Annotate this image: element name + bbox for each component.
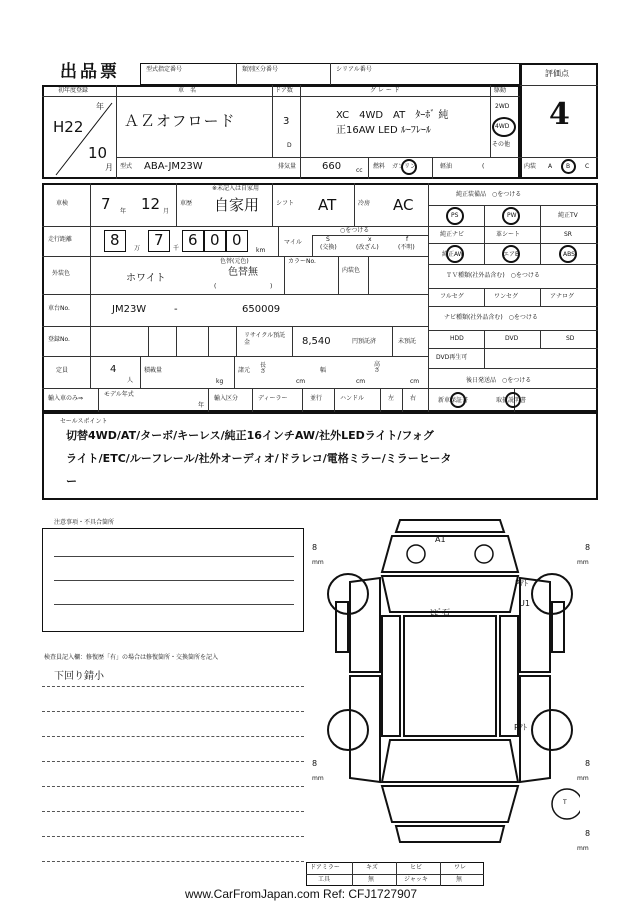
tread-rr: 8: [585, 759, 591, 768]
color-value: ホワイト: [126, 273, 166, 284]
ruibetsu-label: 類別区分番号: [242, 66, 279, 73]
tread-spare: 8: [585, 829, 591, 838]
sales-points-label: セールスポイント: [60, 418, 108, 425]
fuel-value: ガソリン: [392, 163, 417, 170]
mileage-digit-5: 0: [232, 231, 242, 249]
mark-hibi: ﾋﾋﾞ石: [430, 608, 450, 617]
tread-rl: 8: [312, 759, 318, 768]
inspector-label: 検査員記入欄：修復歴「有」の場合は修復箇所・交換箇所を記入: [44, 654, 219, 661]
spare-label: T: [563, 799, 567, 806]
score-label: 評価点: [545, 69, 569, 78]
sales-line-3: ー: [66, 475, 77, 488]
shaken-month: 12: [141, 195, 161, 213]
model-code: ABA-JM23W: [144, 161, 203, 172]
chassis-prefix: JM23W: [112, 304, 147, 315]
interior-grade-b: B: [566, 163, 571, 170]
watermark: www.CarFromJapan.com Ref: CFJ1727907: [185, 887, 418, 901]
car-diagram: [320, 512, 580, 872]
score-value: 4: [549, 97, 570, 132]
shaken-year: 7: [101, 195, 111, 213]
chassis-number: 650009: [242, 304, 281, 315]
mark-a1: A1: [435, 535, 446, 544]
fuel-circle: [401, 159, 417, 175]
grade-line2: 正16AW LED ﾙｰﾌﾚｰﾙ: [336, 125, 431, 136]
mark-u1: U1: [519, 599, 530, 608]
aw-circle: [446, 245, 464, 263]
interior-circle: [561, 159, 576, 174]
warranty-circle: [450, 392, 466, 408]
tread-fl: 8: [312, 543, 318, 552]
sales-line-1: 切替4WD/AT/ターボ/キーレス/純正16インチAW/社外LEDライト/フォグ: [66, 429, 434, 442]
mileage-digit-3: 6: [188, 231, 198, 249]
first-reg-slash: [42, 97, 116, 177]
mileage-digit-1: 8: [110, 231, 120, 249]
recycle-amount: 8,540: [302, 336, 331, 347]
airbag-circle: [502, 245, 520, 263]
abs-circle: [559, 245, 577, 263]
grade-line1: XC 4WD AT ﾀｰﾎﾞ 純: [336, 110, 449, 121]
pw-circle: [502, 207, 520, 225]
shift-value: AT: [318, 196, 337, 214]
mileage-digit-2: 7: [154, 231, 164, 249]
issues-label: 注意事項・不具合箇所: [54, 519, 115, 526]
mark-pato-front: Pｱﾄ: [515, 579, 528, 588]
tread-fr: 8: [585, 543, 591, 552]
doors-label: ドア数: [275, 87, 293, 94]
aircon-value: AC: [393, 196, 414, 214]
manual-circle: [505, 392, 521, 408]
first-reg-month: 10: [88, 144, 108, 162]
katashiki-label: 型式指定番号: [146, 66, 183, 73]
interior-grade-a: A: [548, 163, 553, 170]
mileage-digit-4: 0: [210, 231, 220, 249]
car-name: ＡＺオフロード: [124, 112, 236, 130]
grade-label: グ レ ー ド: [370, 87, 400, 94]
sheet-title: 出品票: [60, 62, 120, 82]
usage-value: 自家用: [214, 196, 260, 214]
first-reg-label: 初年度登録: [58, 87, 89, 94]
color-change-value: 色替無: [228, 267, 258, 278]
ps-circle: [446, 207, 464, 225]
mark-pato-rear: Pｱﾄ: [514, 723, 527, 732]
car-name-label: 車 名: [178, 87, 197, 94]
inspector-note: 下回り錆小: [54, 671, 104, 682]
capacity-value: 4: [110, 364, 117, 375]
displacement: 660: [322, 161, 342, 172]
sales-line-2: ライト/ETC/ルーフレール/社外オーディオ/ドラレコ/電格ミラー/ミラーヒータ: [66, 452, 452, 465]
interior-grade-c: C: [585, 163, 590, 170]
first-reg-era: H22: [53, 118, 84, 136]
drive-4wd-circle: [492, 117, 516, 137]
equipment-title: 純正装備品 ○をつける: [456, 191, 522, 198]
doors-value: 3: [283, 116, 290, 127]
serial-label: シリアル番号: [336, 66, 372, 73]
